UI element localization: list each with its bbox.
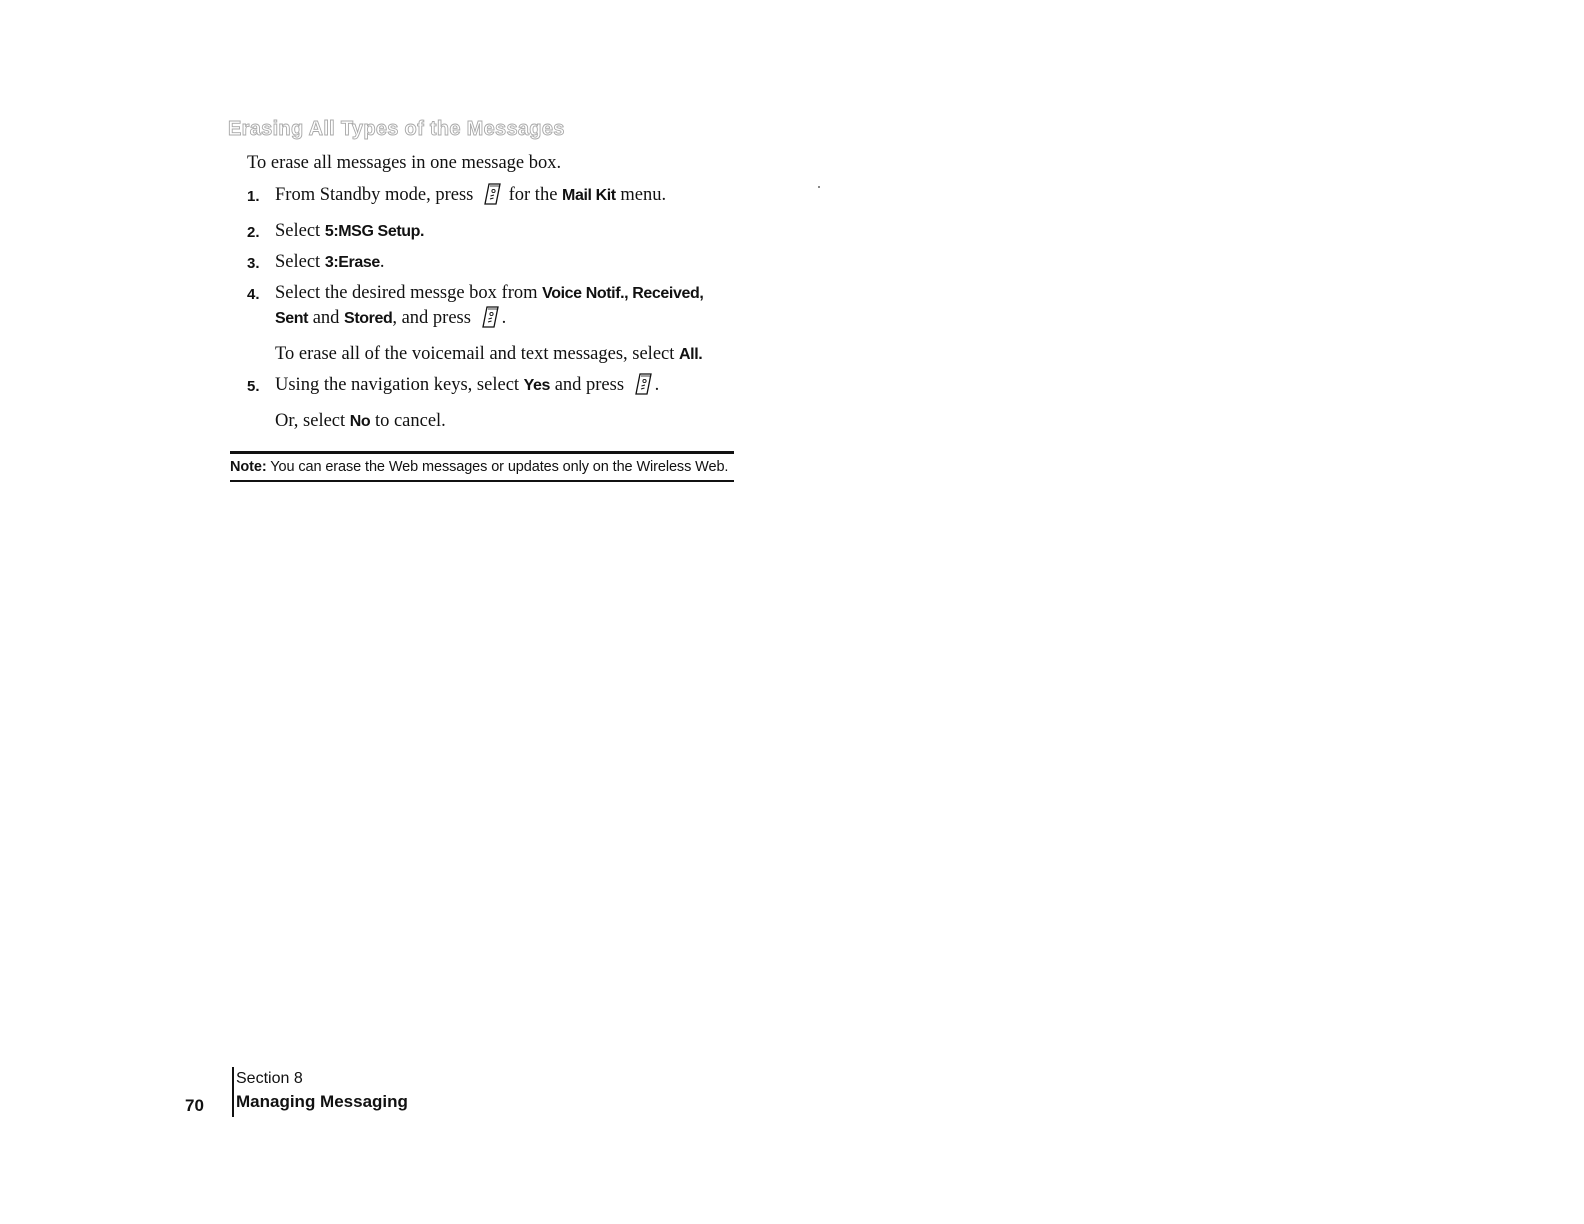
section-heading: Erasing All Types of the Messages — [228, 118, 565, 140]
step-text: menu. — [620, 185, 667, 205]
stray-dot — [818, 186, 820, 188]
menu-option: Stored — [344, 310, 393, 327]
detail-text: Or, select — [275, 411, 346, 431]
page-number: 70 — [185, 1096, 204, 1115]
step-text: Select the desired messge box from — [275, 283, 538, 303]
step-4-detail — [230, 342, 740, 367]
step-punctuation: . — [654, 375, 660, 395]
step-punctuation: . — [379, 252, 385, 272]
step-2 — [230, 219, 740, 244]
step-text: Using the navigation keys, select — [275, 375, 520, 395]
step-text: Select — [275, 221, 321, 241]
step-4 — [230, 281, 740, 336]
step-punctuation: . — [420, 223, 425, 240]
step-5-detail — [230, 409, 740, 434]
step-number: 4. — [247, 286, 260, 303]
menu-option: 3:Erase — [324, 254, 380, 271]
menu-option: 5:MSG Setup — [324, 223, 420, 240]
detail-text: To erase all of the voicemail and text messages, select — [275, 344, 675, 364]
footer-section-label: Section 8 — [236, 1070, 303, 1087]
step-text: and — [312, 308, 340, 328]
menu-ok-key-icon — [479, 306, 499, 336]
step-1 — [230, 183, 740, 213]
step-number: 1. — [247, 188, 260, 205]
menu-option: All — [679, 346, 699, 363]
step-text: and press — [554, 375, 625, 395]
page-footer — [185, 1070, 485, 1120]
note-label: Note: — [230, 459, 267, 475]
step-number: 5. — [247, 378, 260, 395]
detail-punctuation: . — [698, 346, 703, 363]
step-number: 2. — [247, 224, 260, 241]
intro-text: To erase all messages in one message box. — [247, 153, 562, 173]
step-number: 3. — [247, 255, 260, 272]
step-3 — [230, 250, 740, 275]
main-content — [230, 118, 740, 440]
note-box — [230, 451, 734, 482]
step-text: for the — [508, 185, 558, 205]
detail-text: to cancel. — [374, 411, 446, 431]
step-text: , and press — [392, 308, 471, 328]
menu-option: Sent — [275, 310, 309, 327]
steps-list — [230, 183, 740, 434]
footer-section-title: Managing Messaging — [236, 1092, 408, 1111]
footer-divider — [232, 1067, 234, 1117]
menu-ok-key-icon — [632, 373, 652, 403]
menu-option: Yes — [523, 377, 551, 394]
menu-ok-key-icon — [481, 183, 501, 213]
step-5 — [230, 373, 740, 403]
step-text: From Standby mode, press — [275, 185, 474, 205]
step-text: Select — [275, 252, 321, 272]
step-punctuation: . — [501, 308, 507, 328]
menu-name: Mail Kit — [562, 187, 616, 204]
note-text: You can erase the Web messages or updates only on the Wireless Web. — [270, 459, 729, 475]
menu-option: No — [349, 413, 371, 430]
menu-option: Voice Notif., Received, — [542, 285, 704, 302]
